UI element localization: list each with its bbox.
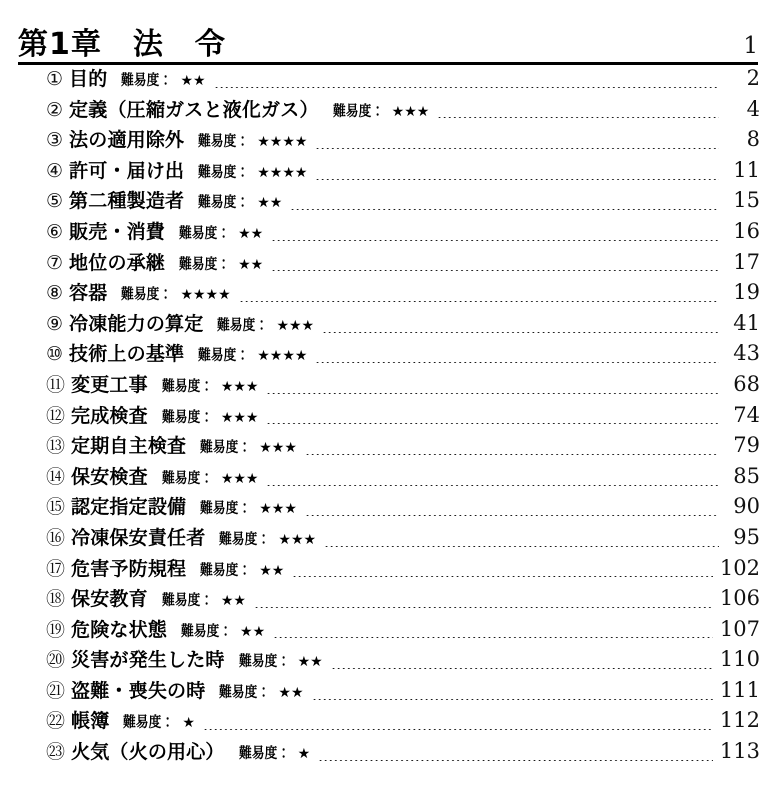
toc-entry-marker: ⑮ bbox=[46, 496, 66, 519]
difficulty-stars: ★★ bbox=[257, 195, 283, 212]
toc-entry[interactable] bbox=[46, 555, 760, 589]
toc-entry-page-number: 110 bbox=[719, 647, 760, 672]
toc-entry[interactable] bbox=[46, 371, 760, 405]
toc-entry-page-number: 43 bbox=[733, 341, 760, 366]
toc-entry-list bbox=[46, 68, 760, 772]
toc-entry-marker: ⑭ bbox=[46, 465, 66, 488]
dot-leader bbox=[322, 332, 719, 333]
difficulty-stars: ★★★ bbox=[220, 470, 259, 487]
toc-entry-title: 許可・届け出 bbox=[69, 159, 185, 182]
toc-entry-title: 火気（火の用心） bbox=[71, 741, 225, 764]
toc-entry-marker: ㉑ bbox=[46, 679, 66, 702]
toc-entry-marker: ⑬ bbox=[46, 435, 66, 458]
difficulty-stars: ★★★ bbox=[220, 378, 259, 395]
difficulty-label: 難易度： bbox=[181, 623, 233, 640]
dot-leader bbox=[273, 637, 713, 638]
difficulty-label: 難易度： bbox=[123, 715, 175, 732]
toc-entry-marker: ⑧ bbox=[46, 282, 64, 305]
dot-leader bbox=[214, 87, 719, 88]
difficulty-stars: ★★★ bbox=[276, 317, 315, 334]
dot-leader bbox=[437, 117, 719, 118]
dot-leader bbox=[324, 546, 719, 547]
toc-entry-title: 定義（圧縮ガスと液化ガス） bbox=[69, 98, 319, 121]
toc-entry-page-number: 111 bbox=[719, 677, 760, 702]
toc-entry[interactable] bbox=[46, 741, 760, 772]
toc-entry-marker: ⑨ bbox=[46, 312, 64, 335]
toc-entry-marker: ⑤ bbox=[46, 190, 64, 213]
dot-leader bbox=[266, 393, 719, 394]
toc-entry[interactable] bbox=[46, 524, 760, 558]
toc-entry-title: 目的 bbox=[69, 68, 108, 90]
toc-entry[interactable] bbox=[46, 463, 760, 497]
difficulty-stars: ★★★★ bbox=[257, 348, 308, 365]
difficulty-label: 難易度： bbox=[217, 317, 269, 334]
difficulty-label: 難易度： bbox=[198, 348, 250, 365]
difficulty-stars: ★★★★ bbox=[257, 164, 308, 181]
dot-leader bbox=[254, 607, 713, 608]
difficulty-stars: ★★ bbox=[240, 623, 266, 640]
difficulty-label: 難易度： bbox=[332, 103, 384, 120]
difficulty-label: 難易度： bbox=[121, 287, 173, 304]
difficulty-stars: ★★ bbox=[259, 562, 285, 579]
toc-entry-title: 冷凍能力の算定 bbox=[69, 312, 204, 335]
toc-entry-marker: ⑫ bbox=[46, 404, 66, 427]
toc-entry-marker: ⑩ bbox=[46, 343, 64, 366]
toc-entry[interactable] bbox=[46, 677, 760, 711]
difficulty-label: 難易度： bbox=[121, 73, 173, 89]
toc-entry-marker: ㉓ bbox=[46, 741, 66, 764]
toc-entry-title: 容器 bbox=[69, 282, 108, 305]
difficulty-label: 難易度： bbox=[161, 378, 213, 395]
toc-entry[interactable] bbox=[46, 282, 760, 313]
toc-entry-title: 地位の承継 bbox=[69, 251, 166, 274]
header-divider bbox=[18, 62, 758, 65]
toc-entry-page-number: 15 bbox=[733, 188, 760, 213]
difficulty-label: 難易度： bbox=[179, 225, 231, 242]
toc-entry[interactable] bbox=[46, 249, 760, 283]
dot-leader bbox=[203, 729, 713, 730]
toc-entry-page-number: 112 bbox=[719, 708, 760, 733]
toc-entry[interactable] bbox=[46, 310, 760, 344]
difficulty-label: 難易度： bbox=[179, 256, 231, 273]
toc-entry-marker: ⑪ bbox=[46, 373, 66, 396]
difficulty-stars: ★★★ bbox=[391, 103, 430, 120]
difficulty-label: 難易度： bbox=[200, 501, 252, 518]
difficulty-label: 難易度： bbox=[219, 684, 271, 701]
page-title: 第1章 法 令 bbox=[18, 27, 226, 62]
toc-entry-page-number: 102 bbox=[719, 555, 760, 580]
toc-entry-page-number: 85 bbox=[733, 463, 760, 488]
dot-leader bbox=[271, 240, 719, 241]
toc-entry-title: 販売・消費 bbox=[69, 220, 166, 243]
dot-leader bbox=[266, 423, 719, 424]
toc-entry-title: 保安教育 bbox=[71, 588, 148, 611]
toc-entry-marker: ⑱ bbox=[46, 588, 66, 611]
difficulty-stars: ★★ bbox=[220, 593, 246, 610]
toc-entry-title: 冷凍保安責任者 bbox=[71, 526, 206, 549]
toc-entry[interactable] bbox=[46, 218, 760, 252]
difficulty-label: 難易度： bbox=[161, 409, 213, 426]
dot-leader bbox=[331, 668, 713, 669]
difficulty-label: 難易度： bbox=[198, 195, 250, 212]
toc-entry-page-number: 41 bbox=[733, 310, 760, 335]
toc-entry[interactable] bbox=[46, 616, 760, 650]
dot-leader bbox=[271, 270, 719, 271]
toc-entry[interactable] bbox=[46, 435, 760, 466]
toc-entry-title: 保安検査 bbox=[71, 465, 148, 488]
toc-entry-title: 定期自主検査 bbox=[71, 435, 187, 458]
difficulty-stars: ★ bbox=[297, 746, 311, 763]
toc-entry[interactable] bbox=[46, 157, 760, 191]
dot-leader bbox=[315, 362, 719, 363]
toc-entry-title: 完成検査 bbox=[71, 404, 148, 427]
toc-entry[interactable] bbox=[46, 402, 760, 436]
toc-entry-marker: ⑯ bbox=[46, 526, 66, 549]
toc-entry-page-number: 107 bbox=[719, 616, 760, 641]
toc-entry[interactable] bbox=[46, 649, 760, 680]
difficulty-stars: ★★ bbox=[238, 225, 264, 242]
toc-entry-title: 災害が発生した時 bbox=[71, 649, 225, 672]
toc-entry-page-number: 8 bbox=[746, 127, 760, 152]
difficulty-stars: ★★★ bbox=[278, 531, 317, 548]
toc-entry-marker: ⑲ bbox=[46, 618, 66, 641]
difficulty-label: 難易度： bbox=[200, 440, 252, 457]
difficulty-stars: ★★★ bbox=[259, 501, 297, 518]
toc-entry-page-number: 11 bbox=[733, 157, 760, 182]
toc-entry-page-number: 2 bbox=[746, 66, 760, 90]
difficulty-stars: ★★★★ bbox=[257, 134, 308, 151]
toc-entry-page-number: 113 bbox=[719, 739, 760, 764]
toc-entry-page-number: 4 bbox=[746, 96, 760, 121]
toc-entry[interactable] bbox=[46, 710, 760, 741]
toc-entry-marker: ④ bbox=[46, 159, 64, 182]
toc-entry[interactable] bbox=[46, 68, 760, 99]
toc-entry-marker: ② bbox=[46, 98, 64, 121]
dot-leader bbox=[239, 301, 719, 302]
difficulty-label: 難易度： bbox=[198, 164, 250, 181]
toc-entry-title: 危険な状態 bbox=[71, 618, 168, 641]
toc-entry[interactable] bbox=[46, 496, 760, 527]
dot-leader bbox=[315, 179, 719, 180]
dot-leader bbox=[305, 454, 719, 455]
dot-leader bbox=[266, 485, 719, 486]
toc-entry-page-number: 90 bbox=[733, 494, 760, 519]
toc-entry-title: 危害予防規程 bbox=[71, 557, 187, 580]
difficulty-label: 難易度： bbox=[198, 134, 250, 151]
toc-entry[interactable] bbox=[46, 588, 760, 619]
difficulty-label: 難易度： bbox=[219, 531, 271, 548]
difficulty-stars: ★★ bbox=[180, 73, 206, 89]
toc-entry-title: 技術上の基準 bbox=[69, 343, 185, 366]
dot-leader bbox=[315, 148, 719, 149]
toc-entry-title: 帳簿 bbox=[71, 710, 110, 733]
toc-entry-marker: ⑰ bbox=[46, 557, 66, 580]
chapter-start-page-number: 1 bbox=[743, 33, 758, 59]
toc-entry-title: 法の適用除外 bbox=[69, 129, 185, 152]
dot-leader bbox=[290, 209, 719, 210]
difficulty-label: 難易度： bbox=[200, 562, 252, 579]
toc-entry-marker: ① bbox=[46, 68, 64, 90]
toc-entry[interactable] bbox=[46, 190, 760, 221]
toc-entry-marker: ⑳ bbox=[46, 649, 66, 672]
chapter-header bbox=[18, 16, 758, 60]
difficulty-stars: ★★★★ bbox=[180, 287, 231, 304]
toc-entry-page-number: 79 bbox=[733, 433, 760, 458]
dot-leader bbox=[292, 576, 713, 577]
toc-entry-page-number: 95 bbox=[733, 524, 760, 549]
toc-entry-marker: ⑥ bbox=[46, 220, 64, 243]
toc-entry-title: 第二種製造者 bbox=[69, 190, 185, 213]
difficulty-stars: ★ bbox=[182, 715, 195, 732]
toc-entry[interactable] bbox=[46, 343, 760, 374]
toc-entry-page-number: 19 bbox=[733, 280, 760, 305]
toc-entry-page-number: 17 bbox=[733, 249, 760, 274]
toc-entry-page-number: 74 bbox=[733, 402, 760, 427]
toc-entry-page-number: 16 bbox=[733, 218, 760, 243]
toc-entry[interactable] bbox=[46, 96, 760, 130]
difficulty-label: 難易度： bbox=[161, 470, 213, 487]
difficulty-label: 難易度： bbox=[238, 746, 290, 763]
toc-entry-marker: ③ bbox=[46, 129, 64, 152]
difficulty-label: 難易度： bbox=[238, 654, 290, 671]
difficulty-stars: ★★★ bbox=[259, 440, 297, 457]
toc-entry-page-number: 68 bbox=[733, 371, 760, 396]
difficulty-stars: ★★ bbox=[297, 654, 323, 671]
toc-entry-marker: ⑦ bbox=[46, 251, 64, 274]
difficulty-stars: ★★★ bbox=[220, 409, 259, 426]
dot-leader bbox=[318, 760, 713, 761]
toc-entry-page-number: 106 bbox=[719, 586, 760, 611]
difficulty-label: 難易度： bbox=[161, 593, 213, 610]
difficulty-stars: ★★ bbox=[238, 256, 264, 273]
dot-leader bbox=[312, 699, 713, 700]
toc-entry-title: 認定指定設備 bbox=[71, 496, 187, 519]
dot-leader bbox=[305, 515, 719, 516]
toc-entry-marker: ㉒ bbox=[46, 710, 66, 733]
toc-entry-title: 盗難・喪失の時 bbox=[71, 679, 206, 702]
difficulty-stars: ★★ bbox=[278, 684, 304, 701]
toc-entry-title: 変更工事 bbox=[71, 373, 148, 396]
toc-entry[interactable] bbox=[46, 129, 760, 160]
